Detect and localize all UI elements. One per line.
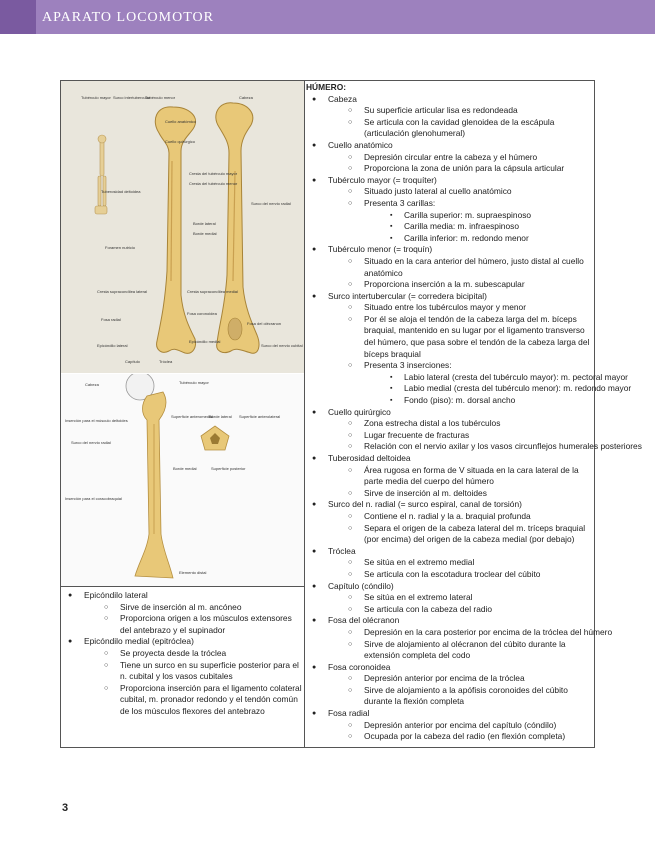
list-item: ● Surco intertubercular (= corredera bicipital)	[312, 290, 487, 301]
figure-label: Tubérculo mayor	[179, 380, 209, 385]
list-item: ○ Sirve de inserción al m. deltoides	[348, 487, 487, 498]
figure-label: Borde lateral	[193, 221, 216, 226]
figure-label: Fosa radial	[101, 317, 121, 322]
circle-bullet-icon: ○	[104, 649, 109, 657]
header-accent	[0, 0, 36, 34]
circle-bullet-icon: ○	[348, 281, 353, 289]
bullet-icon: ●	[312, 663, 317, 671]
list-item: ○ Depresión circular entre la cabeza y el húmero	[348, 151, 538, 162]
circle-bullet-icon: ○	[348, 420, 353, 428]
circle-bullet-icon: ○	[348, 559, 353, 567]
figure-label: Cresta del tubérculo mayor	[189, 171, 238, 176]
figure-label: Inserción para el coracobraquial	[65, 496, 122, 501]
list-item: ▪ Labio lateral (cresta del tubérculo mayor): m. pectoral mayor	[390, 371, 628, 382]
list-item: ○ Su superficie articular lisa es redondeada	[348, 105, 518, 116]
list-item: ● Fosa coronoidea	[312, 661, 391, 672]
humerus-anterior-posterior-figure	[61, 81, 304, 373]
figure-label: Cabeza	[239, 95, 253, 100]
figure-label: Tróclea	[159, 359, 173, 364]
circle-bullet-icon: ○	[348, 466, 353, 474]
figure-label: Epicóndilo lateral	[97, 343, 128, 348]
list-item: ○ Se sitúa en el extremo medial	[348, 557, 475, 568]
list-item: ○ Proporciona inserción para el ligamento colateral cubital, m. pronador redondo y el tendón común de los músculos flexores del antebrazo	[104, 682, 302, 716]
list-item: ▪ Carilla media: m. infraespinoso	[390, 221, 519, 232]
figure-label: Surco del nervio cubital	[261, 343, 303, 348]
square-bullet-icon: ▪	[390, 373, 393, 381]
list-item: ○ Proporciona la zona de unión para la cápsula articular	[348, 163, 565, 174]
circle-bullet-icon: ○	[348, 512, 353, 520]
circle-bullet-icon: ○	[348, 153, 353, 161]
list-item: ○ Se articula con la cabeza del radio	[348, 603, 493, 614]
bullet-icon: ●	[312, 408, 317, 416]
figure-label: Cuello anatómico	[165, 119, 196, 124]
circle-bullet-icon: ○	[348, 605, 353, 613]
section-title: HÚMERO:	[306, 82, 347, 92]
list-item: ○ Sirve de inserción al m. ancóneo	[104, 601, 242, 612]
circle-bullet-icon: ○	[348, 628, 353, 636]
list-item: ○ Contiene el n. radial y la a. braquial profunda	[348, 510, 531, 521]
figure-label: Fosa coronoidea	[187, 311, 217, 316]
list-item: ○ Tiene un surco en su superficie posterior para el n. cubital y los vasos cubitales	[104, 659, 299, 682]
bullet-icon: ●	[312, 710, 317, 718]
bullet-icon: ●	[312, 501, 317, 509]
circle-bullet-icon: ○	[348, 118, 353, 126]
figure-label: Cresta supracondílea medial	[187, 289, 238, 294]
list-item: ○ Situado entre los tubérculos mayor y menor	[348, 302, 526, 313]
list-item: ○ Proporciona origen a los músculos extensores del antebrazo y el supinador	[104, 613, 292, 635]
list-item: ● Tuberosidad deltoidea	[312, 453, 411, 463]
bullet-icon: ●	[312, 246, 317, 254]
list-item: ○ Se articula con la cavidad glenoidea de la escápula (articulación glenohumeral)	[348, 116, 555, 139]
list-item: ● Fosa radial	[312, 708, 370, 719]
figure-label: Inserción para el músculo deltoides	[65, 418, 128, 423]
list-item: ● Epicóndilo medial (epitróclea)	[68, 636, 194, 647]
figure-label: Foramen nutricio	[105, 245, 136, 250]
list-item: ○ Presenta 3 inserciones:	[348, 360, 452, 371]
bullet-icon: ●	[312, 547, 317, 555]
list-item: ○ Área rugosa en forma de V situada en la cara lateral de la parte media del cuerpo del húmero	[348, 464, 579, 487]
circle-bullet-icon: ○	[348, 431, 353, 439]
circle-bullet-icon: ○	[348, 315, 353, 323]
page-header	[0, 0, 655, 34]
list-item: ○ Se proyecta desde la tróclea	[104, 647, 227, 658]
circle-bullet-icon: ○	[104, 603, 109, 611]
list-item: ○ Depresión anterior por encima del capítulo (cóndilo)	[348, 719, 557, 730]
square-bullet-icon: ▪	[390, 397, 393, 405]
list-item: ○ Situado en la cara anterior del húmero, justo distal al cuello anatómico	[348, 255, 584, 278]
circle-bullet-icon: ○	[348, 304, 353, 312]
circle-bullet-icon: ○	[348, 594, 353, 602]
list-item: ● Tróclea	[312, 545, 356, 556]
list-item: ● Fosa del olécranon	[312, 615, 400, 626]
list-item: ○ Relación con el nervio axilar y los vasos circunflejos humerales posteriores	[348, 441, 642, 452]
figure-divider	[60, 586, 305, 587]
list-item: ○ Depresión en la cara posterior por encima de la tróclea del húmero	[348, 626, 613, 637]
figure-label: Borde medial	[193, 231, 217, 236]
list-item: ○ Se sitúa en el extremo lateral	[348, 592, 473, 603]
bullet-icon: ●	[312, 582, 317, 590]
figure-label: Capítulo	[125, 359, 140, 364]
square-bullet-icon: ▪	[390, 223, 393, 231]
figure-label: Surco intertubercular	[113, 95, 151, 100]
figure-label: Cuello quirúrgico	[165, 139, 196, 144]
circle-bullet-icon: ○	[348, 257, 353, 265]
humerus-section-figure	[61, 374, 304, 586]
circle-bullet-icon: ○	[348, 640, 353, 648]
figure-label: Borde lateral	[209, 414, 232, 419]
figure-label: Epicóndilo medial	[189, 339, 221, 344]
circle-bullet-icon: ○	[348, 362, 353, 370]
circle-bullet-icon: ○	[348, 165, 353, 173]
circle-bullet-icon: ○	[348, 199, 353, 207]
circle-bullet-icon: ○	[348, 721, 353, 729]
header-title: APARATO LOCOMOTOR	[42, 10, 214, 25]
circle-bullet-icon: ○	[104, 615, 109, 623]
list-item: ▪ Carilla inferior: m. redondo menor	[390, 232, 529, 243]
figure-label: Superficie anterolateral	[239, 414, 281, 419]
humerus-notes-right	[306, 82, 642, 743]
circle-bullet-icon: ○	[348, 188, 353, 196]
list-item: ● Cabeza	[312, 93, 357, 104]
circle-bullet-icon: ○	[348, 489, 353, 497]
figure-label: Surco del nervio radial	[71, 440, 111, 445]
figure-label: Tubérculo menor	[145, 95, 176, 100]
humerus-notes-left	[62, 590, 302, 718]
bullet-icon: ●	[312, 95, 317, 103]
figure-label: Fosa del olécranon	[247, 321, 282, 326]
humerus-shaft-illustration	[61, 374, 304, 586]
list-item: ○ Depresión anterior por encima de la tróclea	[348, 673, 525, 684]
bullet-icon: ●	[68, 592, 73, 599]
circle-bullet-icon: ○	[348, 733, 353, 741]
list-item: ● Capítulo (cóndilo)	[312, 580, 394, 591]
list-item: ○ Sirve de alojamiento al olécranon del cúbito durante la extensión completa del codo	[348, 638, 566, 661]
list-item: ○ Por él se aloja el tendón de la cabeza larga del m. bíceps braquial, mantenido en su lugar por el ligamento transverso del húmero, que pasa sobre el tendón de la cabeza larga del bíceps braquial	[348, 313, 590, 359]
bullet-icon: ●	[312, 292, 317, 300]
list-item: ● Epicóndilo lateral	[68, 590, 148, 600]
list-item: ▪ Carilla superior: m. supraespinoso	[390, 209, 532, 220]
figure-label: Elemento distal	[179, 570, 207, 575]
figure-label: Surco del nervio radial	[251, 201, 291, 206]
list-item: ○ Sirve de alojamiento a la apófisis coronoides del cúbito durante la flexión completa	[348, 684, 568, 707]
bullet-icon: ●	[312, 455, 317, 462]
square-bullet-icon: ▪	[390, 234, 393, 242]
list-item: ● Cuello quirúrgico	[312, 406, 391, 417]
list-item: ○ Ocupada por la cabeza del radio (en flexión completa)	[348, 731, 566, 742]
page-number: 3	[62, 802, 69, 814]
circle-bullet-icon: ○	[104, 661, 109, 669]
circle-bullet-icon: ○	[348, 675, 353, 683]
list-item: ○ Zona estrecha distal a los tubérculos	[348, 418, 501, 429]
circle-bullet-icon: ○	[348, 107, 353, 115]
figure-label: Superficie anteromedial	[171, 414, 214, 419]
list-item: ○ Proporciona inserción a la m. subescapular	[348, 279, 525, 290]
figure-label: Tubérculo mayor	[81, 95, 111, 100]
circle-bullet-icon: ○	[104, 684, 109, 692]
list-item: ○ Lugar frecuente de fracturas	[348, 429, 470, 440]
bullet-icon: ●	[312, 141, 317, 149]
list-item: ○ Se articula con la escotadura troclear del cúbito	[348, 568, 541, 579]
circle-bullet-icon: ○	[348, 524, 353, 532]
column-divider	[304, 80, 305, 748]
figure-label: Superficie posterior	[211, 466, 246, 471]
list-item: ● Cuello anatómico	[312, 139, 393, 150]
list-item: ○ Situado justo lateral al cuello anatómico	[348, 186, 512, 197]
list-item: ▪ Labio medial (cresta del tubérculo menor): m. redondo mayor	[390, 383, 632, 394]
list-item: ● Tubérculo mayor (= troquíter)	[312, 174, 437, 185]
circle-bullet-icon: ○	[348, 570, 353, 578]
list-item: ○ Separa el origen de la cabeza lateral del m. tríceps braquial (por encima) del origen de la cabeza medial (por debajo)	[348, 522, 586, 545]
bullet-icon: ●	[312, 617, 317, 625]
list-item: ● Surco del n. radial (= surco espiral, canal de torsión)	[312, 499, 522, 510]
bullet-icon: ●	[312, 176, 317, 184]
bullet-icon: ●	[68, 638, 73, 646]
figure-label: Cresta del tubérculo menor	[189, 181, 238, 186]
figure-label: Borde medial	[173, 466, 197, 471]
list-item: ▪ Fondo (piso): m. dorsal ancho	[390, 395, 516, 406]
figure-label: Tuberosidad deltoidea	[101, 189, 141, 194]
list-item: ● Tubérculo menor (= troquín)	[312, 244, 433, 255]
figure-label: Cresta supracondílea lateral	[97, 289, 148, 294]
square-bullet-icon: ▪	[390, 211, 393, 219]
figure-label: Cabeza	[85, 382, 99, 387]
circle-bullet-icon: ○	[348, 686, 353, 694]
circle-bullet-icon: ○	[348, 443, 353, 451]
humerus-illustration	[61, 81, 304, 373]
list-item: ○ Presenta 3 carillas:	[348, 197, 436, 208]
square-bullet-icon: ▪	[390, 385, 393, 393]
